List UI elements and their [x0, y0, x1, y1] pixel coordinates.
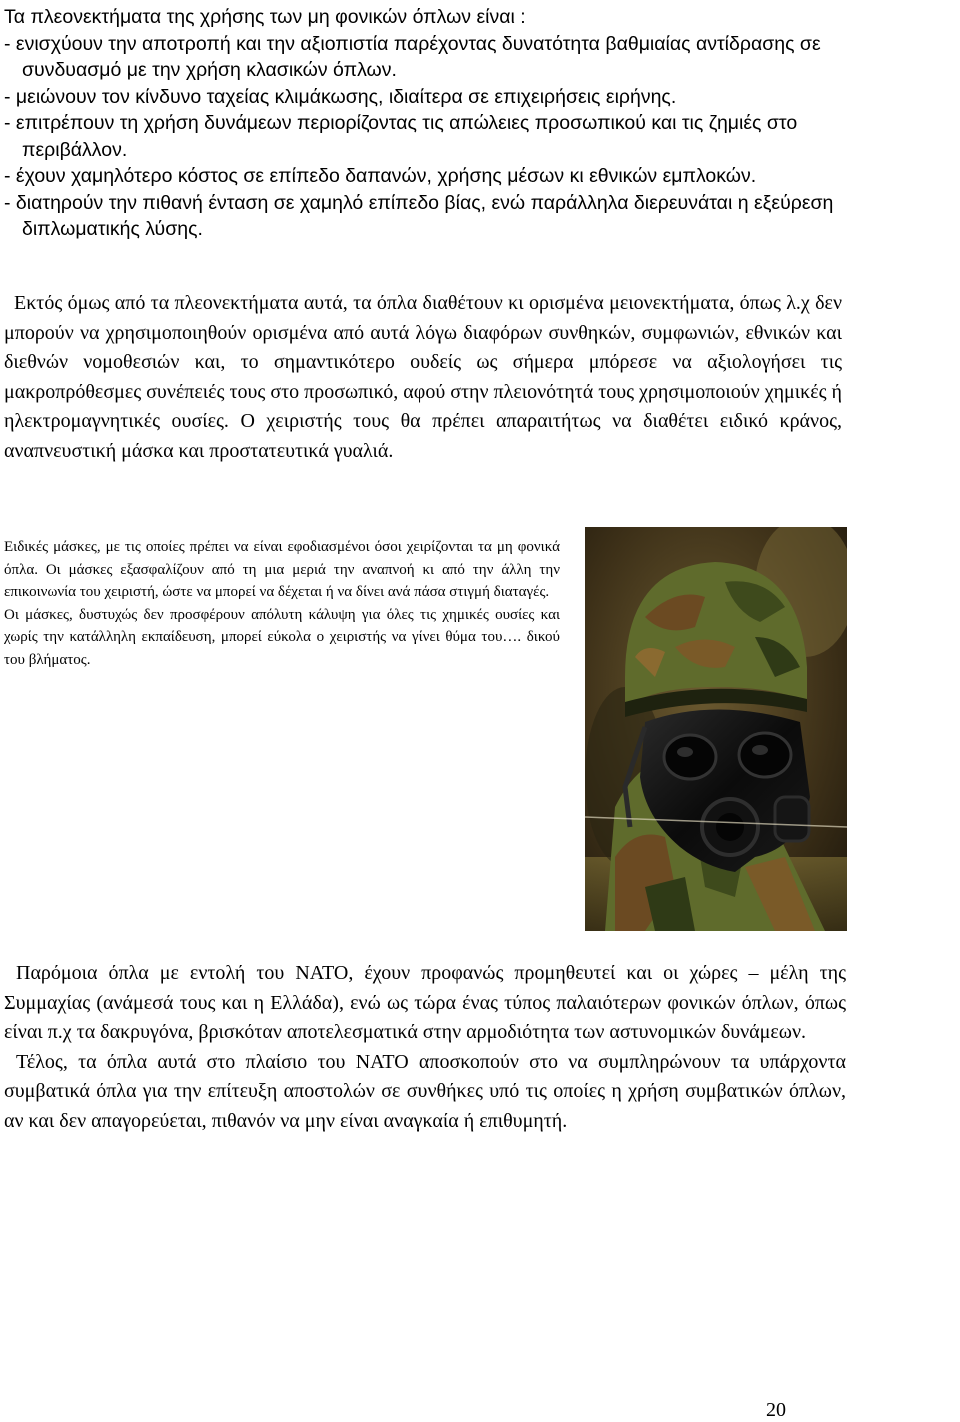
- gas-mask-soldier-photo: [585, 527, 847, 931]
- photo-caption: [4, 536, 560, 672]
- list-item: - μειώνουν τον κίνδυνο ταχείας κλιμάκωσης, ιδιαίτερα σε επιχειρήσεις ειρήνης.: [4, 85, 677, 108]
- list-item: - έχουν χαμηλότερο κόστος σε επίπεδο δαπανών, χρήσης μέσων κι εθνικών εμπλοκών.: [4, 165, 757, 187]
- list-item: - ενισχύουν την αποτροπή και την αξιοπιστία παρέχοντας δυνατότητα βαθμιαίας αντίδρασης σε συνδυασμό με την χρήση κλασικών όπλων.: [4, 32, 821, 81]
- nato-text-conclusion: Τέλος, τα όπλα αυτά στο πλαίσιο του ΝΑΤΟ αποσκοπούν στο να συμπληρώνουν τα υπάρχοντα συμβατικά όπλα για την επίτευξη αποστολών σε συνθήκες υπό τις οποίες η χρήση συμβατικών όπλων, αν και δεν απαγορεύεται, πιθανόν να μην είναι αναγκαία ή επιθυμητή.: [4, 1050, 846, 1132]
- list-item: - διατηρούν την πιθανή ένταση σε χαμηλό επίπεδο βίας, ενώ παράλληλα διερευνάται η εξεύρεση διπλωματικής λύσης.: [4, 191, 834, 240]
- disadvantages-paragraph: [4, 289, 842, 466]
- caption-text: Οι μάσκες, δυστυχώς δεν προσφέρουν απόλυτη κάλυψη για όλες τις χημικές ουσίες και χωρίς την κατάλληλη εκπαίδευση, μπορεί εύκολα ο χειριστής να γίνει θύμα του…. δικού του βλήματος.: [4, 606, 560, 668]
- advantages-list: [4, 31, 864, 243]
- advantages-heading: Τα πλεονεκτήματα της χρήσης των μη φονικών όπλων είναι :: [4, 6, 526, 28]
- caption-text: Ειδικές μάσκες, με τις οποίες πρέπει να είναι εφοδιασμένοι όσοι χειρίζονται τα μη φονικά όπλα. Οι μάσκες εξασφαλίζουν από τη μια μεριά την αναπνοή κι από την άλλη την επικοινωνία του χειριστή, ώστε να μπορεί να δέχεται ή να δίνει ανά πάσα στιγμή διαταγές.: [4, 539, 560, 601]
- advantages-section: [4, 4, 864, 243]
- nato-paragraph: [4, 959, 846, 1136]
- list-item: - επιτρέπουν τη χρήση δυνάμεων περιορίζοντας τις απώλειες προσωπικού και τις ζημιές στο περιβάλλον.: [4, 112, 798, 161]
- nato-text: Παρόμοια όπλα με εντολή του ΝΑΤΟ, έχουν προφανώς προμηθευτεί και οι χώρες – μέλη της Συμμαχίας (ανάμεσά τους και η Ελλάδα), ενώ ως τώρα ένας τύπος παλαιότερων φονικών όπλων, όπως είναι π.χ τα δακρυγόνα, βρισκόταν αποτελεσματικά στην αρμοδιότητα των αστυνομικών δυνάμεων.: [4, 962, 846, 1043]
- disadvantages-text: Εκτός όμως από τα πλεονεκτήματα αυτά, τα όπλα διαθέτουν κι ορισμένα μειονεκτήματα, όπως λ.χ δεν μπορούν να χρησιμοποιηθούν ορισμένα από αυτά λόγω διαφόρων συνθηκών, συμφωνιών, εθνικών και διεθνών νομοθεσιών και, το σημαντικότερο ουδείς ως σήμερα μπόρεσε να αξιολογήσει τις μακροπρόθεσμες συνέπειές τους στο προσωπικό, αφού στην πλειονότητά τους χρησιμοποιούν χημικές ή ηλεκτρομαγνητικές ουσίες. Ο χειριστής τους θα πρέπει απαραιτήτως να διαθέτει ειδικό κράνος, αναπνευστική μάσκα και προστατευτικά γυαλιά.: [4, 292, 842, 462]
- page-number: 20: [766, 1399, 786, 1421]
